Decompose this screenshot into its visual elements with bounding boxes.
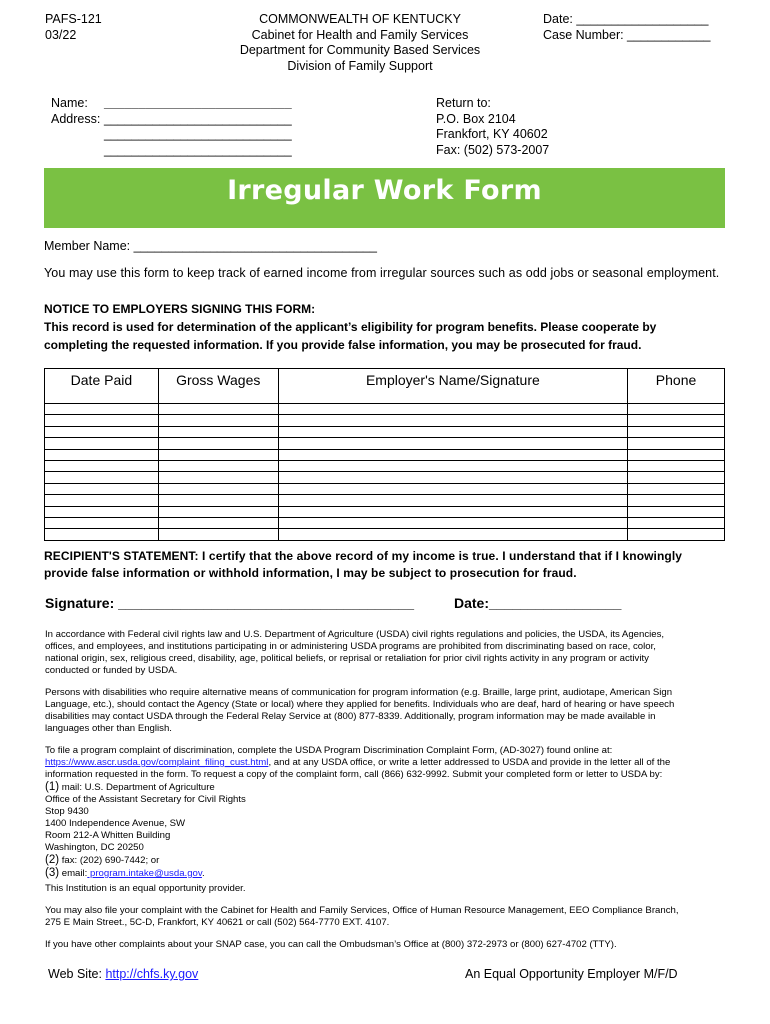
table-row — [45, 517, 725, 528]
column-header-gross-wages: Gross Wages — [158, 369, 278, 404]
date-paid-cell[interactable] — [45, 495, 159, 506]
phone-cell[interactable] — [628, 404, 725, 415]
date-paid-cell[interactable] — [45, 529, 159, 540]
return-to-line: Frankfort, KY 40602 — [436, 127, 548, 141]
employer-cell[interactable] — [278, 404, 627, 415]
equal-opportunity-statement: This Institution is an equal opportunity provider. — [45, 883, 246, 894]
form-revision: 03/22 — [45, 27, 77, 42]
civil-rights-notice — [45, 629, 735, 951]
text-line: Room 212-A Whitten Building — [45, 830, 171, 841]
gross-wages-cell[interactable] — [158, 506, 278, 517]
text-line: 1400 Independence Avenue, SW — [45, 818, 186, 829]
phone-cell[interactable] — [628, 483, 725, 494]
mail-option — [45, 781, 735, 794]
notice-heading: NOTICE TO EMPLOYERS SIGNING THIS FORM: — [44, 302, 316, 316]
employer-cell[interactable] — [278, 529, 627, 540]
notice-line: completing the requested information. If you provide false information, you may be prosecuted for fraud. — [44, 338, 642, 352]
name-address-block — [51, 96, 292, 158]
signature-date-field[interactable]: Date:_________________ — [454, 595, 622, 611]
date-paid-cell[interactable] — [45, 460, 159, 471]
snap-ombudsman-text: If you have other complaints about your SNAP case, you can call the Ombudsman’s Office at (800) 372-2973 or (800) 627-4702 (TTY). — [45, 939, 617, 950]
footer-website — [48, 967, 198, 981]
table-row — [45, 495, 725, 506]
employer-cell[interactable] — [278, 449, 627, 460]
fax-option — [45, 854, 735, 867]
text-line: To file a program complaint of discrimination, complete the USDA Program Discrimination Complaint Form, (AD-3027) found online at: — [45, 745, 613, 756]
website-label: Web Site: — [48, 967, 106, 981]
text-line: information requested in the form. To request a copy of the complaint form, call (866) 632-9992. Submit your completed form or letter to USDA by: — [45, 769, 663, 780]
agency-line: Cabinet for Health and Family Services — [251, 27, 469, 42]
employer-cell[interactable] — [278, 415, 627, 426]
text-line: Language, etc.), should contact the Agency (State or local) where they applied for benefits. Individuals who are deaf, hard of hearing or have speech — [45, 699, 675, 710]
column-header-phone: Phone — [628, 369, 725, 404]
gross-wages-cell[interactable] — [158, 472, 278, 483]
option-number: (2) — [45, 854, 60, 866]
income-table — [44, 368, 725, 541]
form-id-block — [45, 12, 102, 43]
gross-wages-cell[interactable] — [158, 529, 278, 540]
text-line: disabilities may contact USDA through the Federal Relay Service at (800) 877-8339. Additionally, program information may be made available in — [45, 711, 656, 722]
text-span: , and at any USDA office, or write a letter addressed to USDA and provide in the letter all of the — [268, 757, 671, 768]
table-row — [45, 438, 725, 449]
text-line: offices, and employees, and institutions participating in or administering USDA programs are prohibited from discriminating based on race, color, — [45, 641, 656, 652]
table-row — [45, 426, 725, 437]
form-id: PAFS-121 — [45, 12, 102, 26]
text-line — [45, 757, 735, 769]
civil-rights-paragraph-2 — [45, 687, 735, 735]
gross-wages-cell[interactable] — [158, 449, 278, 460]
email-option — [45, 867, 735, 880]
title-banner — [44, 168, 725, 228]
text-span: fax: (202) 690-7442; or — [59, 855, 160, 866]
text-line: Office of the Assistant Secretary for Civil Rights — [45, 794, 246, 805]
gross-wages-cell[interactable] — [158, 426, 278, 437]
text-line: In accordance with Federal civil rights law and U.S. Department of Agriculture (USDA) civil rights regulations and policies, the USDA, its Agencies, — [45, 629, 665, 640]
phone-cell[interactable] — [628, 438, 725, 449]
phone-cell[interactable] — [628, 517, 725, 528]
website-link[interactable]: http://chfs.ky.gov — [105, 967, 199, 981]
option-number: (1) — [45, 781, 60, 793]
address-field-2[interactable]: ___________________________ — [104, 127, 292, 141]
employer-cell[interactable] — [278, 517, 627, 528]
column-header-date-paid: Date Paid — [45, 369, 159, 404]
notice-line: This record is used for determination of the applicant’s eligibility for program benefits. Please cooperate by — [44, 320, 657, 334]
table-row — [45, 506, 725, 517]
phone-cell[interactable] — [628, 460, 725, 471]
gross-wages-cell[interactable] — [158, 404, 278, 415]
phone-cell[interactable] — [628, 506, 725, 517]
form-title: Irregular Work Form — [227, 175, 542, 206]
table-row — [45, 472, 725, 483]
address-field-1[interactable]: ___________________________ — [104, 111, 292, 126]
agency-line: Division of Family Support — [287, 58, 433, 73]
gross-wages-cell[interactable] — [158, 460, 278, 471]
agency-line: Department for Community Based Services — [239, 43, 481, 57]
date-paid-cell[interactable] — [45, 517, 159, 528]
phone-cell[interactable] — [628, 426, 725, 437]
date-paid-cell[interactable] — [45, 426, 159, 437]
date-paid-cell[interactable] — [45, 506, 159, 517]
date-paid-cell[interactable] — [45, 404, 159, 415]
date-field[interactable]: Date: ___________________ — [543, 12, 709, 26]
table-row — [45, 404, 725, 415]
complaint-form-link[interactable]: https://www.ascr.usda.gov/complaint_filing_cust.html — [45, 757, 269, 768]
date-case-block — [543, 12, 710, 43]
date-paid-cell[interactable] — [45, 415, 159, 426]
table-header-row — [45, 369, 725, 404]
employer-cell[interactable] — [278, 426, 627, 437]
gross-wages-cell[interactable] — [158, 438, 278, 449]
employer-cell[interactable] — [278, 438, 627, 449]
complaint-paragraph — [45, 745, 735, 880]
address-field-3[interactable]: ___________________________ — [104, 142, 292, 157]
notice-block — [44, 300, 656, 354]
text-line: national origin, sex, religious creed, disability, age, political beliefs, or reprisal or retaliation for prior civil rights activity in any program or activity — [45, 653, 649, 664]
address-label: Address: — [51, 111, 101, 126]
phone-cell[interactable] — [628, 529, 725, 540]
phone-cell[interactable] — [628, 495, 725, 506]
text-line: languages other than English. — [45, 723, 172, 734]
civil-rights-paragraph-1 — [45, 629, 735, 677]
text-span: . — [201, 868, 205, 879]
return-to-block — [436, 96, 549, 158]
phone-cell[interactable] — [628, 449, 725, 460]
table-row — [45, 460, 725, 471]
name-label: Name: — [51, 96, 88, 110]
phone-cell[interactable] — [628, 472, 725, 483]
employer-cell[interactable] — [278, 483, 627, 494]
table-row — [45, 449, 725, 460]
gross-wages-cell[interactable] — [158, 415, 278, 426]
return-to-label: Return to: — [436, 96, 491, 110]
phone-cell[interactable] — [628, 415, 725, 426]
date-paid-cell[interactable] — [45, 449, 159, 460]
return-to-line: P.O. Box 2104 — [436, 111, 516, 126]
table-row — [45, 483, 725, 494]
gross-wages-cell[interactable] — [158, 517, 278, 528]
recipient-statement — [44, 548, 682, 582]
text-line: Persons with disabilities who require alternative means of communication for program information (e.g. Braille, large print, audiotape, American Sign — [45, 687, 673, 698]
return-to-line: Fax: (502) 573-2007 — [436, 142, 550, 157]
employer-cell[interactable] — [278, 460, 627, 471]
text-line: Washington, DC 20250 — [45, 842, 144, 853]
chfs-complaint-paragraph — [45, 905, 735, 929]
column-header-employer: Employer's Name/Signature — [278, 369, 627, 404]
usda-email-link[interactable]: program.intake@usda.gov — [87, 868, 202, 879]
name-field[interactable]: ___________________________ — [104, 96, 292, 110]
member-name-field[interactable]: Member Name: ___________________________________ — [44, 239, 377, 253]
intro-text: You may use this form to keep track of earned income from irregular sources such as odd jobs or seasonal employment. — [44, 266, 720, 280]
text-span: mail: U.S. Department of Agriculture — [59, 782, 215, 793]
table-row — [45, 529, 725, 540]
gross-wages-cell[interactable] — [158, 495, 278, 506]
agency-block — [200, 12, 520, 74]
recipient-line: provide false information or withhold information, I may be subject to prosecution for fraud. — [44, 566, 577, 580]
signature-field[interactable]: Signature: ______________________________________ — [45, 595, 414, 611]
option-number: (3) — [45, 867, 60, 879]
footer-employer: An Equal Opportunity Employer M/F/D — [465, 967, 678, 981]
employer-cell[interactable] — [278, 472, 627, 483]
date-paid-cell[interactable] — [45, 438, 159, 449]
table-row — [45, 415, 725, 426]
employer-cell[interactable] — [278, 506, 627, 517]
case-number-field[interactable]: Case Number: ____________ — [543, 27, 711, 42]
text-line: conducted or funded by USDA. — [45, 665, 178, 676]
employer-cell[interactable] — [278, 495, 627, 506]
text-line: 275 E Main Street., 5C-D, Frankfort, KY 40621 or call (502) 564-7770 EXT. 4107. — [45, 917, 390, 928]
gross-wages-cell[interactable] — [158, 483, 278, 494]
text-line: You may also file your complaint with the Cabinet for Health and Family Services, Office of Human Resource Management, EEO Compliance Branch, — [45, 905, 679, 916]
text-line: Stop 9430 — [45, 806, 89, 817]
date-paid-cell[interactable] — [45, 483, 159, 494]
date-paid-cell[interactable] — [45, 472, 159, 483]
recipient-line: RECIPIENT'S STATEMENT: I certify that the above record of my income is true. I understand that if I knowingly — [44, 549, 683, 563]
text-span: email: — [59, 868, 88, 879]
agency-line: COMMONWEALTH OF KENTUCKY — [259, 12, 461, 26]
